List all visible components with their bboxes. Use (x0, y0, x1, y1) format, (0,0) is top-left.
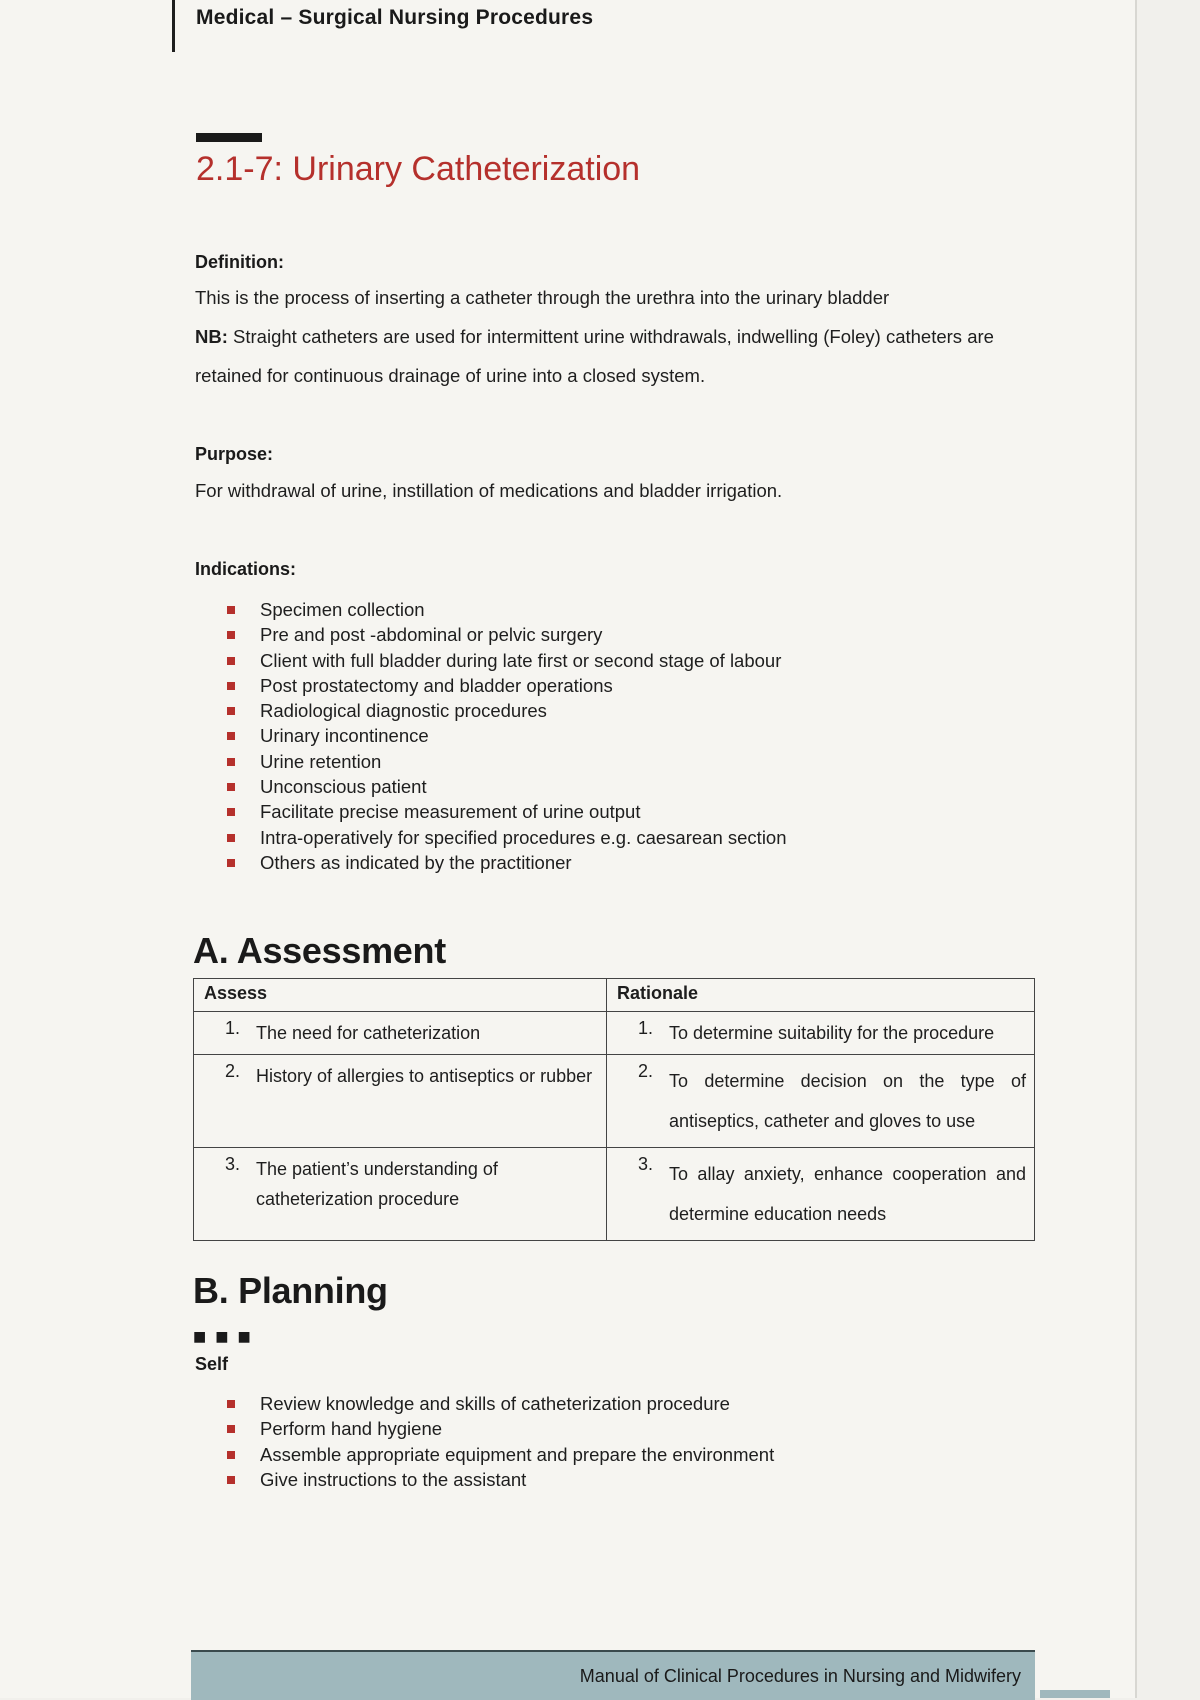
assess-text: The patient’s understanding of catheterization procedure (256, 1159, 498, 1209)
running-header: Medical – Surgical Nursing Procedures (196, 6, 594, 29)
footer-title: Manual of Clinical Procedures in Nursing and Midwifery (579, 1666, 1021, 1686)
nb-label: NB: (195, 326, 228, 347)
assess-text: History of allergies to antiseptics or rubber (256, 1066, 593, 1086)
rationale-text: To determine suitability for the procedure (669, 1023, 995, 1043)
rationale-cell (607, 1012, 1035, 1055)
bullet-square-icon (227, 707, 235, 715)
planning-item (227, 1467, 774, 1492)
bullet-square-icon (227, 682, 235, 690)
indication-item-text: Unconscious patient (260, 776, 427, 798)
indication-item-text: Client with full bladder during late first or second stage of labour (260, 649, 782, 671)
decorative-dots: ■■■ (193, 1329, 260, 1345)
indication-item-text: Intra-operatively for specified procedures e.g. caesarean section (260, 826, 787, 848)
indication-item-text: Post prostatectomy and bladder operations (260, 674, 613, 696)
indication-item (227, 850, 787, 875)
row-number: 2. (637, 1061, 653, 1081)
nb-text: Straight catheters are used for intermittent urine withdrawals, indwelling (Foley) catheters are retained for continuous drainage of urine into a closed system. (195, 326, 994, 386)
bullet-square-icon (227, 758, 235, 766)
table-row (194, 1012, 1035, 1055)
planning-item-text: Assemble appropriate equipment and prepare the environment (260, 1443, 775, 1465)
planning-list (227, 1391, 774, 1492)
indication-item (227, 799, 787, 824)
row-number: 1. (637, 1018, 653, 1038)
indication-item-text: Urine retention (260, 750, 382, 772)
bullet-square-icon (227, 834, 235, 842)
indications-list (227, 597, 787, 875)
indication-item-text: Others as indicated by the practitioner (260, 851, 572, 873)
rationale-text: To determine decision on the type of antiseptics, catheter and gloves to use (669, 1071, 1026, 1131)
definition-paragraph (195, 278, 1045, 395)
indication-item-text: Facilitate precise measurement of urine output (260, 801, 641, 823)
definition-label: Definition: (195, 252, 284, 272)
bullet-square-icon (227, 631, 235, 639)
assess-cell (194, 1012, 607, 1055)
table-header-row (194, 979, 1035, 1012)
assess-cell (194, 1055, 607, 1148)
indication-item (227, 698, 787, 723)
bullet-square-icon (227, 606, 235, 614)
indication-item (227, 749, 787, 774)
indication-item (227, 648, 787, 673)
assess-column-header: Assess (194, 979, 607, 1012)
bullet-square-icon (227, 732, 235, 740)
planning-item-text: Perform hand hygiene (260, 1418, 443, 1440)
row-number: 3. (637, 1154, 653, 1174)
row-number: 1. (224, 1018, 240, 1038)
header-rule (172, 0, 175, 52)
definition-text: This is the process of inserting a catheter through the urethra into the urinary bladder (195, 287, 890, 308)
rationale-cell (607, 1148, 1035, 1241)
purpose-label: Purpose: (195, 444, 274, 464)
planning-self-label: Self (195, 1354, 229, 1374)
indication-item-text: Urinary incontinence (260, 725, 429, 747)
indications-label: Indications: (195, 559, 297, 579)
bullet-square-icon (227, 808, 235, 816)
planning-item (227, 1442, 774, 1467)
bullet-square-icon (227, 783, 235, 791)
assess-cell (194, 1148, 607, 1241)
rationale-cell (607, 1055, 1035, 1148)
indication-item-text: Pre and post -abdominal or pelvic surgery (260, 624, 603, 646)
page-number-tab (1040, 1690, 1110, 1698)
table-row (194, 1148, 1035, 1241)
planning-heading: B. Planning (193, 1270, 388, 1311)
row-number: 2. (224, 1061, 240, 1081)
row-number: 3. (224, 1154, 240, 1174)
bullet-square-icon (227, 1400, 235, 1408)
assessment-heading: A. Assessment (193, 930, 446, 971)
bullet-square-icon (227, 1476, 235, 1484)
indication-item (227, 622, 787, 647)
assess-text: The need for catheterization (256, 1023, 481, 1043)
indication-item-text: Specimen collection (260, 599, 425, 620)
indication-item (227, 723, 787, 748)
bullet-square-icon (227, 657, 235, 665)
rationale-text: To allay anxiety, enhance cooperation and determine education needs (669, 1164, 1026, 1224)
indication-item-text: Radiological diagnostic procedures (260, 700, 547, 722)
purpose-text: For withdrawal of urine, instillation of medications and bladder irrigation. (195, 480, 783, 501)
planning-item (227, 1416, 774, 1441)
bullet-square-icon (227, 859, 235, 867)
bullet-square-icon (227, 1425, 235, 1433)
section-title: 2.1-7: Urinary Catheterization (196, 150, 641, 188)
planning-item-text: Review knowledge and skills of catheterization procedure (260, 1393, 730, 1414)
footer-band (191, 1650, 1035, 1700)
assessment-table (193, 978, 1035, 1241)
indication-item (227, 825, 787, 850)
bullet-square-icon (227, 1451, 235, 1459)
section-marker-bar (196, 133, 262, 142)
rationale-column-header: Rationale (607, 979, 1035, 1012)
indication-item (227, 774, 787, 799)
planning-item (227, 1391, 774, 1416)
indication-item (227, 597, 787, 622)
table-row (194, 1055, 1035, 1148)
planning-item-text: Give instructions to the assistant (260, 1468, 527, 1490)
indication-item (227, 673, 787, 698)
